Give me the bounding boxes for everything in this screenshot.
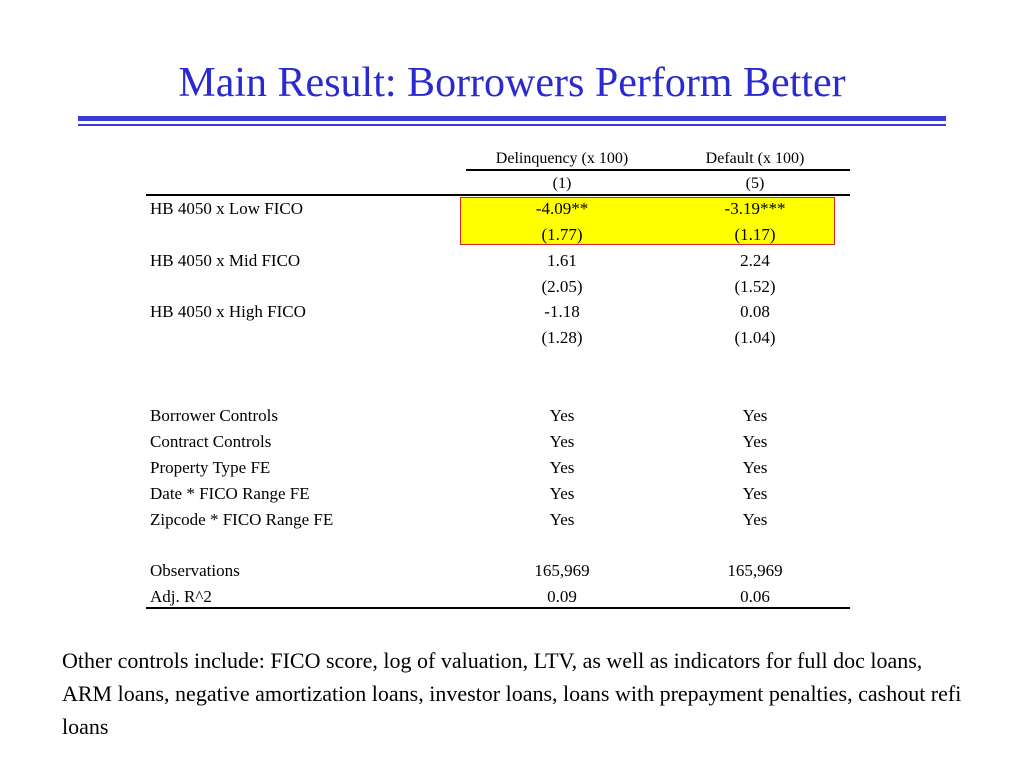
cell-value: (2.05) — [541, 277, 583, 296]
cell-value: 0.08 — [740, 302, 770, 321]
top-rule — [146, 194, 850, 196]
row-label: HB 4050 x High FICO — [150, 302, 306, 321]
row-label: Zipcode * FICO Range FE — [150, 510, 334, 529]
cell-value: Yes — [742, 406, 768, 425]
cell-value: (1.04) — [734, 328, 776, 347]
cell-value: (1.52) — [734, 277, 776, 296]
cell-value: 0.06 — [740, 587, 770, 606]
row-label: Adj. R^2 — [150, 587, 212, 606]
row-label: HB 4050 x Low FICO — [150, 199, 304, 218]
row-label: HB 4050 x Mid FICO — [150, 251, 301, 270]
cell-value: (1.28) — [541, 328, 583, 347]
cell-value: 1.61 — [547, 251, 577, 270]
row-label: Property Type FE — [150, 458, 271, 477]
cell-value: (1.77) — [541, 225, 583, 244]
cell-value: -3.19*** — [724, 199, 786, 218]
cell-value: Yes — [742, 510, 768, 529]
cell-value: Yes — [549, 510, 575, 529]
bottom-rule — [146, 607, 850, 609]
cell-value: -1.18 — [544, 302, 580, 321]
cell-value: Yes — [549, 432, 575, 451]
col-number-5: (5) — [745, 175, 765, 192]
col-header-delinquency: Delinquency (x 100) — [495, 150, 629, 167]
cell-value: Yes — [549, 458, 575, 477]
cell-value: Yes — [742, 484, 768, 503]
col-number-1: (1) — [552, 175, 572, 192]
header-rule — [466, 169, 850, 171]
cell-value: Yes — [742, 432, 768, 451]
cell-value: 165,969 — [534, 561, 590, 580]
cell-value: 165,969 — [727, 561, 783, 580]
row-label: Borrower Controls — [150, 406, 278, 425]
col-header-default: Default (x 100) — [705, 150, 805, 167]
row-label: Contract Controls — [150, 432, 272, 451]
cell-value: 0.09 — [547, 587, 577, 606]
row-label: Date * FICO Range FE — [150, 484, 310, 503]
regression-table — [146, 0, 850, 620]
cell-value: Yes — [549, 406, 575, 425]
footnote-text: Other controls include: FICO score, log of valuation, LTV, as well as indicators for full doc loans, ARM loans, negative amortization loans, investor loans, loans with prepayment penalties, cashout refi loans — [62, 648, 962, 739]
slide-title: Main Result: Borrowers Perform Better — [178, 60, 846, 106]
row-label: Observations — [150, 561, 240, 580]
cell-value: (1.17) — [734, 225, 776, 244]
cell-value: Yes — [549, 484, 575, 503]
cell-value: 2.24 — [740, 251, 770, 270]
cell-value: -4.09** — [535, 199, 589, 218]
cell-value: Yes — [742, 458, 768, 477]
